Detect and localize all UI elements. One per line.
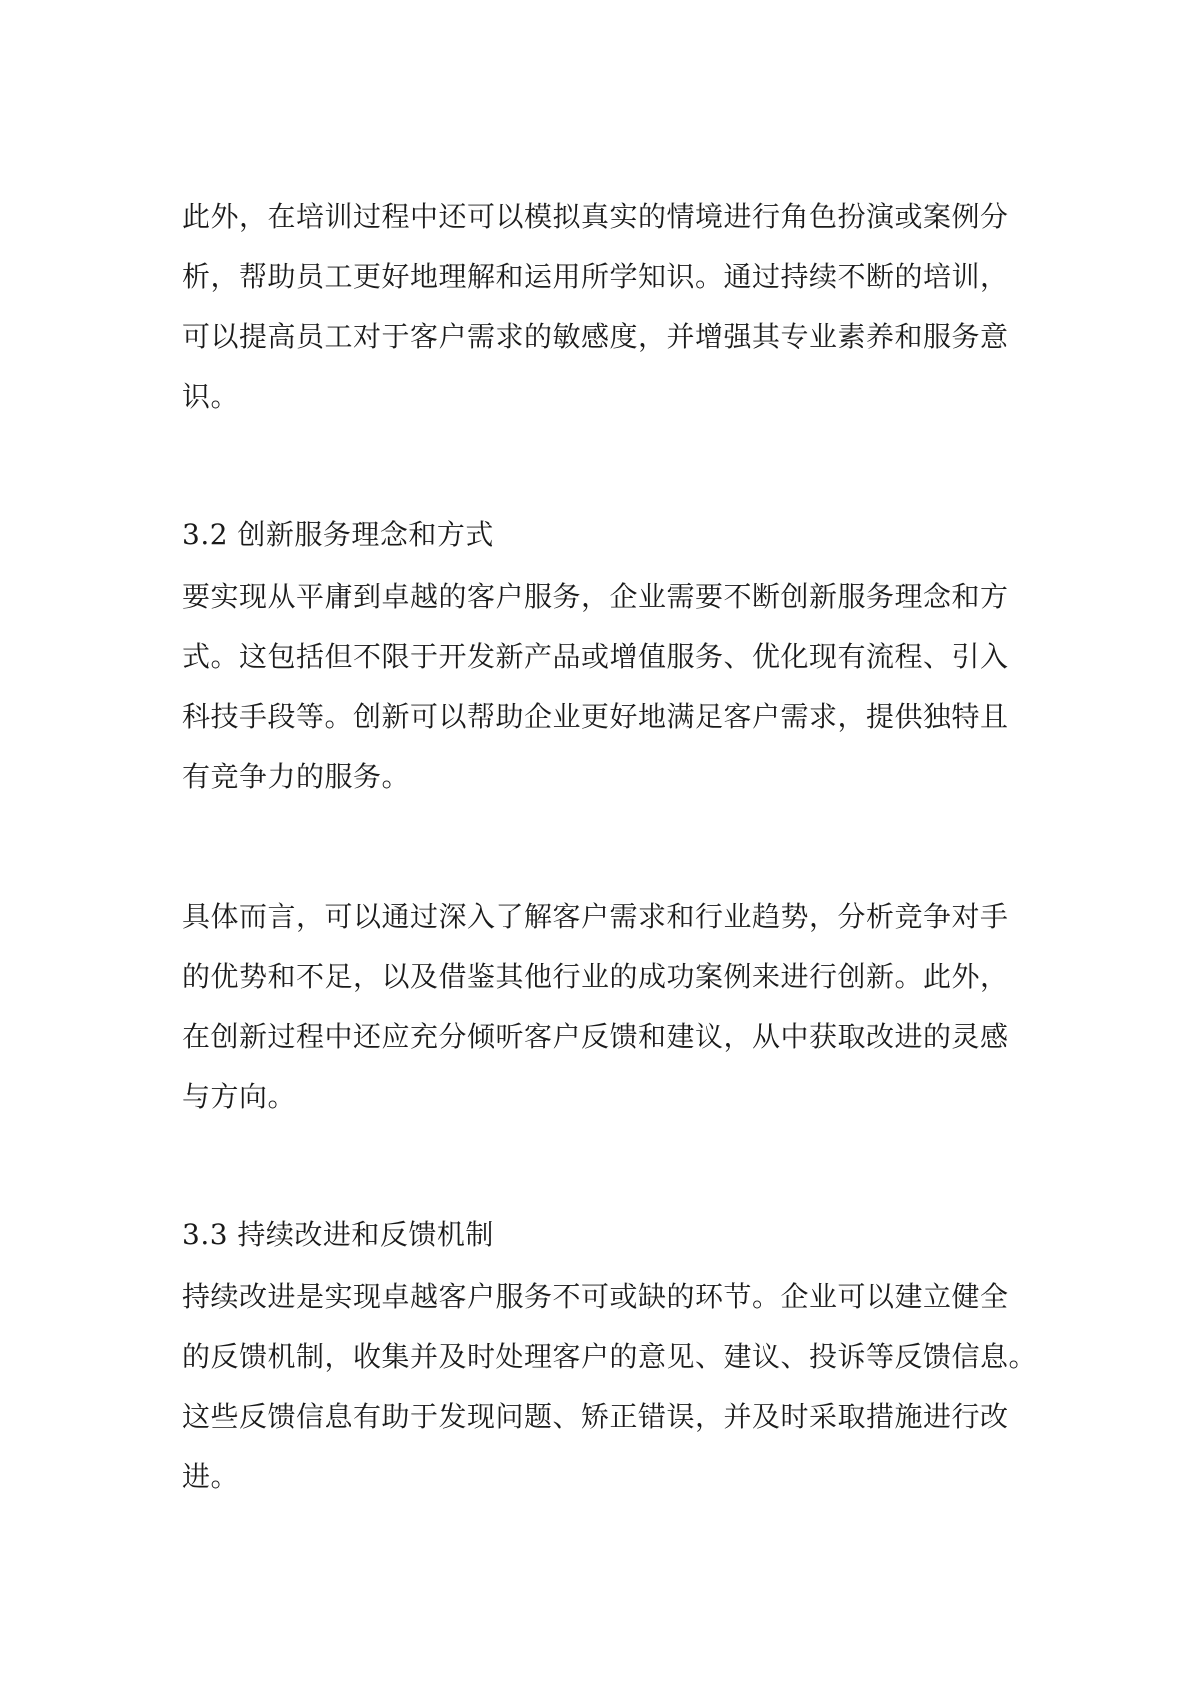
paragraph-line: 具体而言，可以通过深入了解客户需求和行业趋势，分析竞争对手 bbox=[182, 900, 1009, 933]
paragraph-line: 持续改进是实现卓越客户服务不可或缺的环节。企业可以建立健全 bbox=[182, 1280, 1009, 1313]
paragraph-line: 这些反馈信息有助于发现问题、矫正错误，并及时采取措施进行改 bbox=[182, 1400, 1009, 1433]
paragraph-line: 析，帮助员工更好地理解和运用所学知识。通过持续不断的培训， bbox=[182, 260, 1009, 293]
section-heading-3-2: 3.2 创新服务理念和方式 bbox=[182, 518, 494, 551]
section-heading-3-3: 3.3 持续改进和反馈机制 bbox=[182, 1218, 494, 1251]
paragraph-line: 有竞争力的服务。 bbox=[182, 760, 411, 793]
paragraph-line: 的反馈机制，收集并及时处理客户的意见、建议、投诉等反馈信息。 bbox=[182, 1340, 1038, 1373]
paragraph-line: 与方向。 bbox=[182, 1080, 297, 1113]
paragraph-line: 科技手段等。创新可以帮助企业更好地满足客户需求，提供独特且 bbox=[182, 700, 1009, 733]
paragraph-line: 此外，在培训过程中还可以模拟真实的情境进行角色扮演或案例分 bbox=[182, 200, 1009, 233]
paragraph-line: 在创新过程中还应充分倾听客户反馈和建议，从中获取改进的灵感 bbox=[182, 1020, 1009, 1053]
paragraph-line: 式。这包括但不限于开发新产品或增值服务、优化现有流程、引入 bbox=[182, 640, 1009, 673]
paragraph-line: 要实现从平庸到卓越的客户服务，企业需要不断创新服务理念和方 bbox=[182, 580, 1009, 613]
paragraph-line: 进。 bbox=[182, 1460, 240, 1493]
paragraph-line: 的优势和不足，以及借鉴其他行业的成功案例来进行创新。此外， bbox=[182, 960, 1009, 993]
paragraph-line: 可以提高员工对于客户需求的敏感度，并增强其专业素养和服务意 bbox=[182, 320, 1009, 353]
paragraph-line: 识。 bbox=[182, 380, 240, 413]
